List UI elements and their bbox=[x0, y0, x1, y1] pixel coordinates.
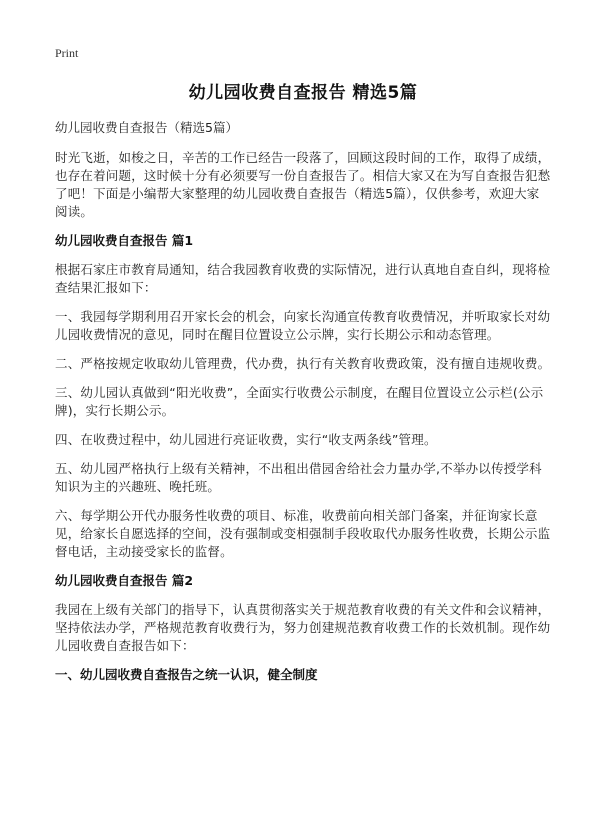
intro-paragraph: 时光飞逝，如梭之日，辛苦的工作已经告一段落了，回顾这段时间的工作，取得了成绩，也存在着问题，这时候十分有必须要写一份自查报告了。相信大家又在为写自查报告犯愁了吧！下面是小编帮大家整理的幼儿园收费自查报告（精选5篇），仅供参考，欢迎大家阅读。 bbox=[55, 150, 551, 219]
document-subtitle: 幼儿园收费自查报告（精选5篇） bbox=[55, 120, 238, 135]
section-1-paragraph: 三、幼儿园认真做到“阳光收费”，全面实行收费公示制度，在醒目位置设立公示栏(公示牌)，实行长期公示。 bbox=[55, 385, 544, 418]
document-body bbox=[55, 78, 551, 695]
print-link[interactable]: Print bbox=[55, 46, 79, 60]
section-1-paragraph: 五、幼儿园严格执行上级有关精神，不出租出借园舍给社会力量办学,不举办以传授学科知识为主的兴趣班、晚托班。 bbox=[55, 461, 542, 494]
section-1-paragraph: 二、严格按规定收取幼儿管理费，代办费，执行有关教育收费政策，没有擅自违规收费。 bbox=[55, 356, 551, 371]
subsection-heading: 一、幼儿园收费自查报告之统一认识，健全制度 bbox=[55, 667, 318, 682]
section-heading-2: 幼儿园收费自查报告 篇2 bbox=[55, 573, 194, 588]
section-heading-1: 幼儿园收费自查报告 篇1 bbox=[55, 233, 194, 248]
section-1-paragraph: 六、每学期公开代办服务性收费的项目、标准，收费前向相关部门备案，并征询家长意见，给家长自愿选择的空间，没有强制或变相强制手段收取代办服务性收费，长期公示监督电话，主动接受家长的监督。 bbox=[55, 508, 551, 559]
section-1-paragraph: 一、我园每学期利用召开家长会的机会，向家长沟通宣传教育收费情况，并听取家长对幼儿园收费情况的意见，同时在醒目位置设立公示牌，实行长期公示和动态管理。 bbox=[55, 309, 551, 342]
section-1-paragraph: 四、在收费过程中，幼儿园进行亮证收费，实行“收支两条线”管理。 bbox=[55, 432, 437, 447]
page-title: 幼儿园收费自查报告 精选5篇 bbox=[188, 83, 418, 103]
section-1-paragraph: 根据石家庄市教育局通知，结合我园教育收费的实际情况，进行认真地自查自纠，现将检查结果汇报如下： bbox=[55, 262, 551, 295]
section-2-paragraph: 我园在上级有关部门的指导下，认真贯彻落实关于规范教育收费的有关文件和会议精神，坚持依法办学，严格规范教育收费行为，努力创建规范教育收费工作的长效机制。现作幼儿园收费自查报告如下： bbox=[55, 602, 551, 653]
